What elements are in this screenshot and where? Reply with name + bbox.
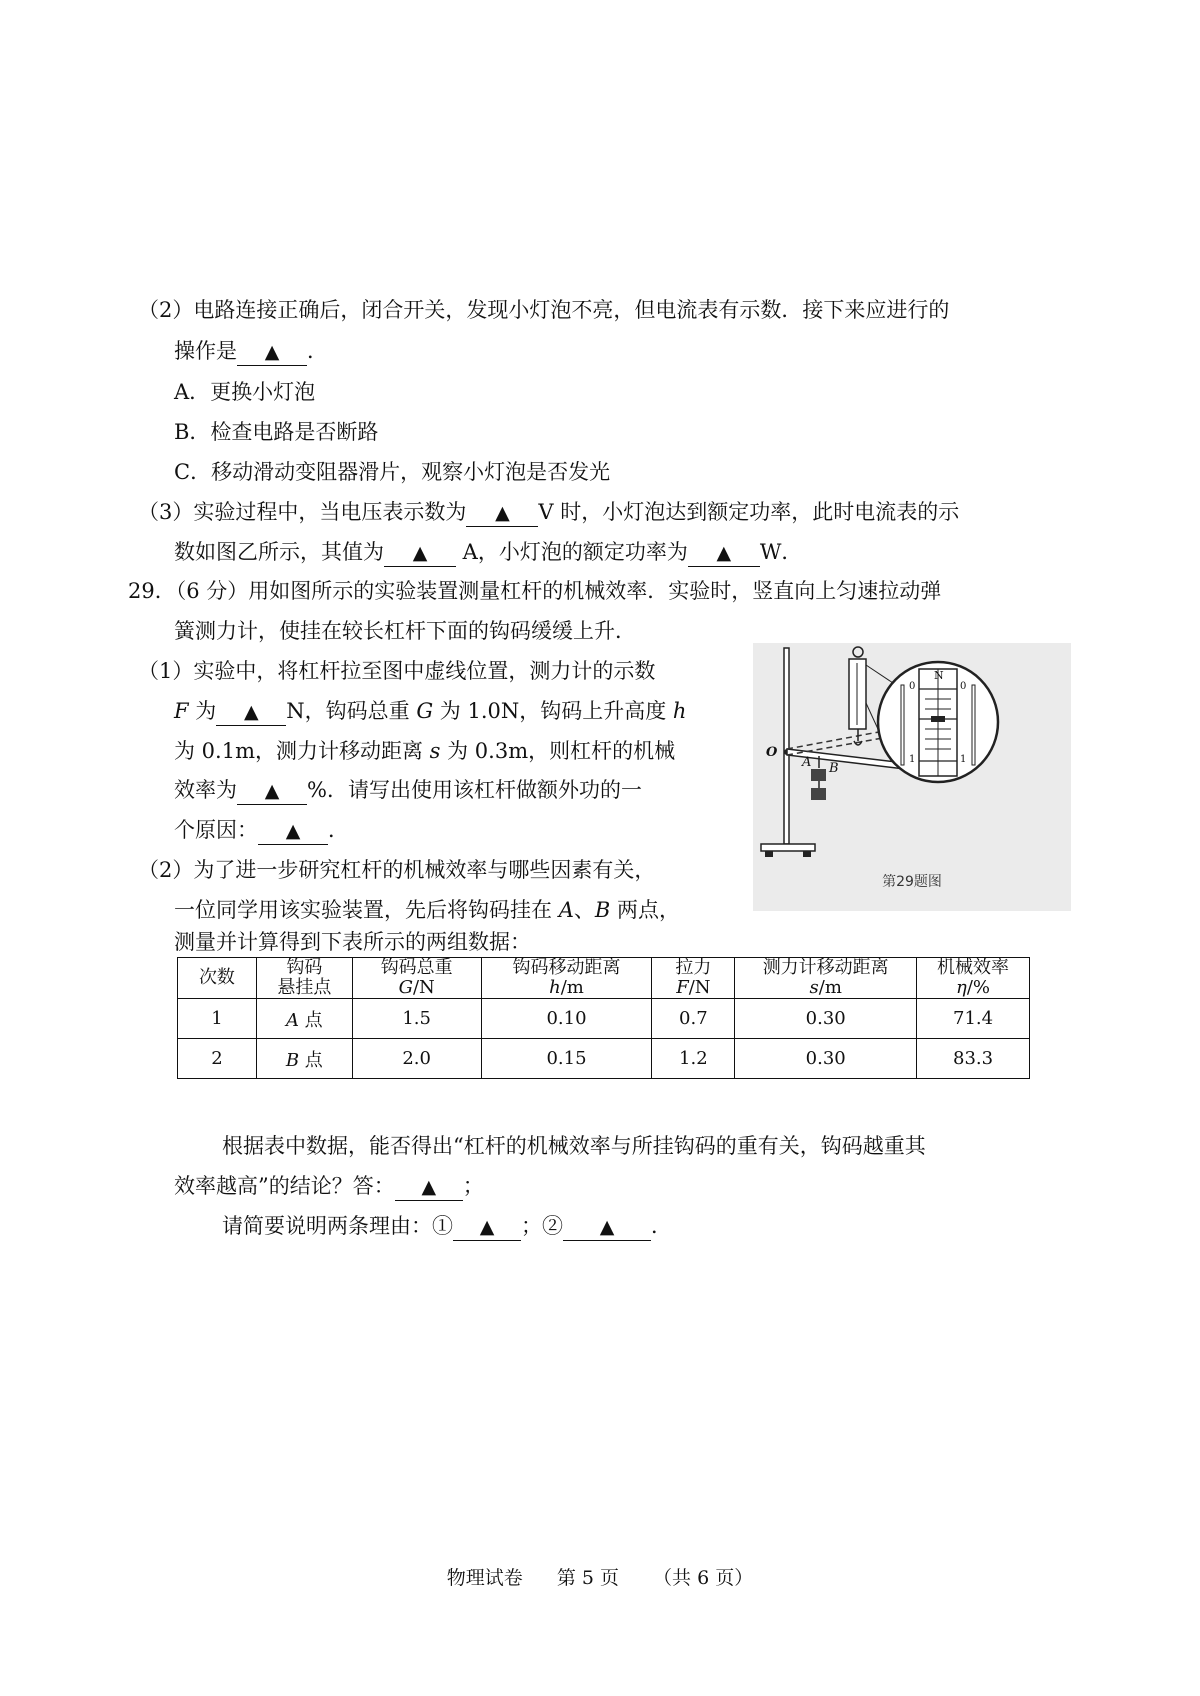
q29-after-line2: 效率越高”的结论？答： ▲ ； bbox=[174, 1171, 484, 1201]
cell-height: 0.10 bbox=[481, 999, 652, 1039]
cell-trial: 1 bbox=[178, 999, 257, 1039]
footer-total: （共 6 页） bbox=[653, 1567, 754, 1589]
cell-distance: 0.30 bbox=[735, 999, 917, 1039]
cell-efficiency: 71.4 bbox=[917, 999, 1030, 1039]
option-a: A．更换小灯泡 bbox=[174, 380, 316, 404]
q29-p1-line5: 个原因： ▲ ． bbox=[174, 815, 349, 845]
q29-p1-line4: 效率为 ▲ %．请写出使用该杠杆做额外功的一 bbox=[174, 775, 642, 805]
header-trial: 次数 bbox=[178, 958, 257, 999]
point-b-label: B bbox=[829, 761, 839, 776]
cell-distance: 0.30 bbox=[735, 1039, 917, 1079]
q29-head-line1: 29．（6 分）用如图所示的实验装置测量杠杆的机械效率．实验时，竖直向上匀速拉动弹 bbox=[128, 579, 942, 603]
q29-p2-line1: （2）为了进一步研究杠杆的机械效率与哪些因素有关， bbox=[138, 858, 656, 882]
header-weight: 钩码总重 G/N bbox=[352, 958, 481, 999]
answer-blank[interactable]: ▲ bbox=[384, 539, 456, 567]
gauge-one-right: 1 bbox=[960, 754, 967, 765]
gauge-zero-left: 0 bbox=[909, 681, 916, 692]
answer-blank[interactable]: ▲ bbox=[466, 499, 538, 527]
q29-p2-line3: 测量并计算得到下表所示的两组数据： bbox=[174, 930, 531, 954]
answer-blank[interactable]: ▲ bbox=[563, 1213, 651, 1241]
table-row bbox=[178, 999, 1030, 1039]
cell-force: 0.7 bbox=[652, 999, 735, 1039]
pivot-label: O bbox=[766, 745, 778, 760]
answer-blank[interactable]: ▲ bbox=[216, 698, 286, 726]
answer-blank[interactable]: ▲ bbox=[395, 1173, 463, 1201]
q29-head-line2: 簧测力计，使挂在较长杠杆下面的钩码缓缓上升． bbox=[174, 619, 636, 643]
lever-figure bbox=[753, 643, 1071, 911]
table-header-row bbox=[178, 958, 1030, 999]
data-table bbox=[177, 957, 1030, 1079]
header-efficiency: 机械效率 η/% bbox=[917, 958, 1030, 999]
header-height: 钩码移动距离 h/m bbox=[481, 958, 652, 999]
cell-height: 0.15 bbox=[481, 1039, 652, 1079]
q29-p1-line1: （1）实验中，将杠杆拉至图中虚线位置，测力计的示数 bbox=[138, 659, 656, 683]
q29-after-line1: 根据表中数据，能否得出“杠杆的机械效率与所挂钩码的重有关，钩码越重其 bbox=[222, 1134, 926, 1158]
cell-efficiency: 83.3 bbox=[917, 1039, 1030, 1079]
answer-blank[interactable]: ▲ bbox=[453, 1213, 521, 1241]
cell-weight: 2.0 bbox=[352, 1039, 481, 1079]
header-point: 钩码 悬挂点 bbox=[256, 958, 352, 999]
cell-force: 1.2 bbox=[652, 1039, 735, 1079]
answer-blank[interactable]: ▲ bbox=[237, 777, 307, 805]
gauge-zero-right: 0 bbox=[960, 681, 967, 692]
figure-caption: 第29题图 bbox=[882, 874, 942, 890]
table-row bbox=[178, 1039, 1030, 1079]
gauge-unit-label: N bbox=[934, 669, 944, 682]
footer-subject: 物理试卷 bbox=[446, 1567, 523, 1589]
answer-blank[interactable]: ▲ bbox=[258, 817, 328, 845]
header-distance: 测力计移动距离 s/m bbox=[735, 958, 917, 999]
q28-p2-line1: （2）电路连接正确后，闭合开关，发现小灯泡不亮，但电流表有示数．接下来应进行的 bbox=[138, 298, 950, 322]
answer-blank[interactable]: ▲ bbox=[237, 338, 307, 366]
point-a-label: A bbox=[802, 755, 812, 770]
cell-point: A 点 bbox=[256, 999, 352, 1039]
cell-weight: 1.5 bbox=[352, 999, 481, 1039]
gauge-one-left: 1 bbox=[909, 754, 916, 765]
footer-page: 第 5 页 bbox=[556, 1567, 619, 1589]
answer-blank[interactable]: ▲ bbox=[688, 539, 760, 567]
q29-p1-line3: 为 0.1m，测力计移动距离 s 为 0.3m，则杠杆的机械 bbox=[174, 739, 676, 763]
q28-p3-line1: （3）实验过程中，当电压表示数为 ▲ V 时，小灯泡达到额定功率，此时电流表的示 bbox=[138, 497, 959, 527]
q28-p2-line2: 操作是 ▲ ． bbox=[174, 336, 328, 366]
q29-p2-line2: 一位同学用该实验装置，先后将钩码挂在 A、B 两点， bbox=[174, 898, 680, 922]
header-force: 拉力 F/N bbox=[652, 958, 735, 999]
q29-p1-line2: F 为 ▲ N，钩码总重 G 为 1.0N，钩码上升高度 h bbox=[174, 696, 686, 726]
option-b: B．检查电路是否断路 bbox=[174, 420, 379, 444]
q29-after-line3: 请简要说明两条理由：① ▲ ；② ▲ ． bbox=[222, 1211, 672, 1241]
q28-p3-line2: 数如图乙所示，其值为 ▲ A，小灯泡的额定功率为 ▲ W． bbox=[174, 537, 802, 567]
option-c: C．移动滑动变阻器滑片，观察小灯泡是否发光 bbox=[174, 460, 611, 484]
cell-point: B 点 bbox=[256, 1039, 352, 1079]
cell-trial: 2 bbox=[178, 1039, 257, 1079]
page-footer bbox=[0, 1563, 1200, 1590]
